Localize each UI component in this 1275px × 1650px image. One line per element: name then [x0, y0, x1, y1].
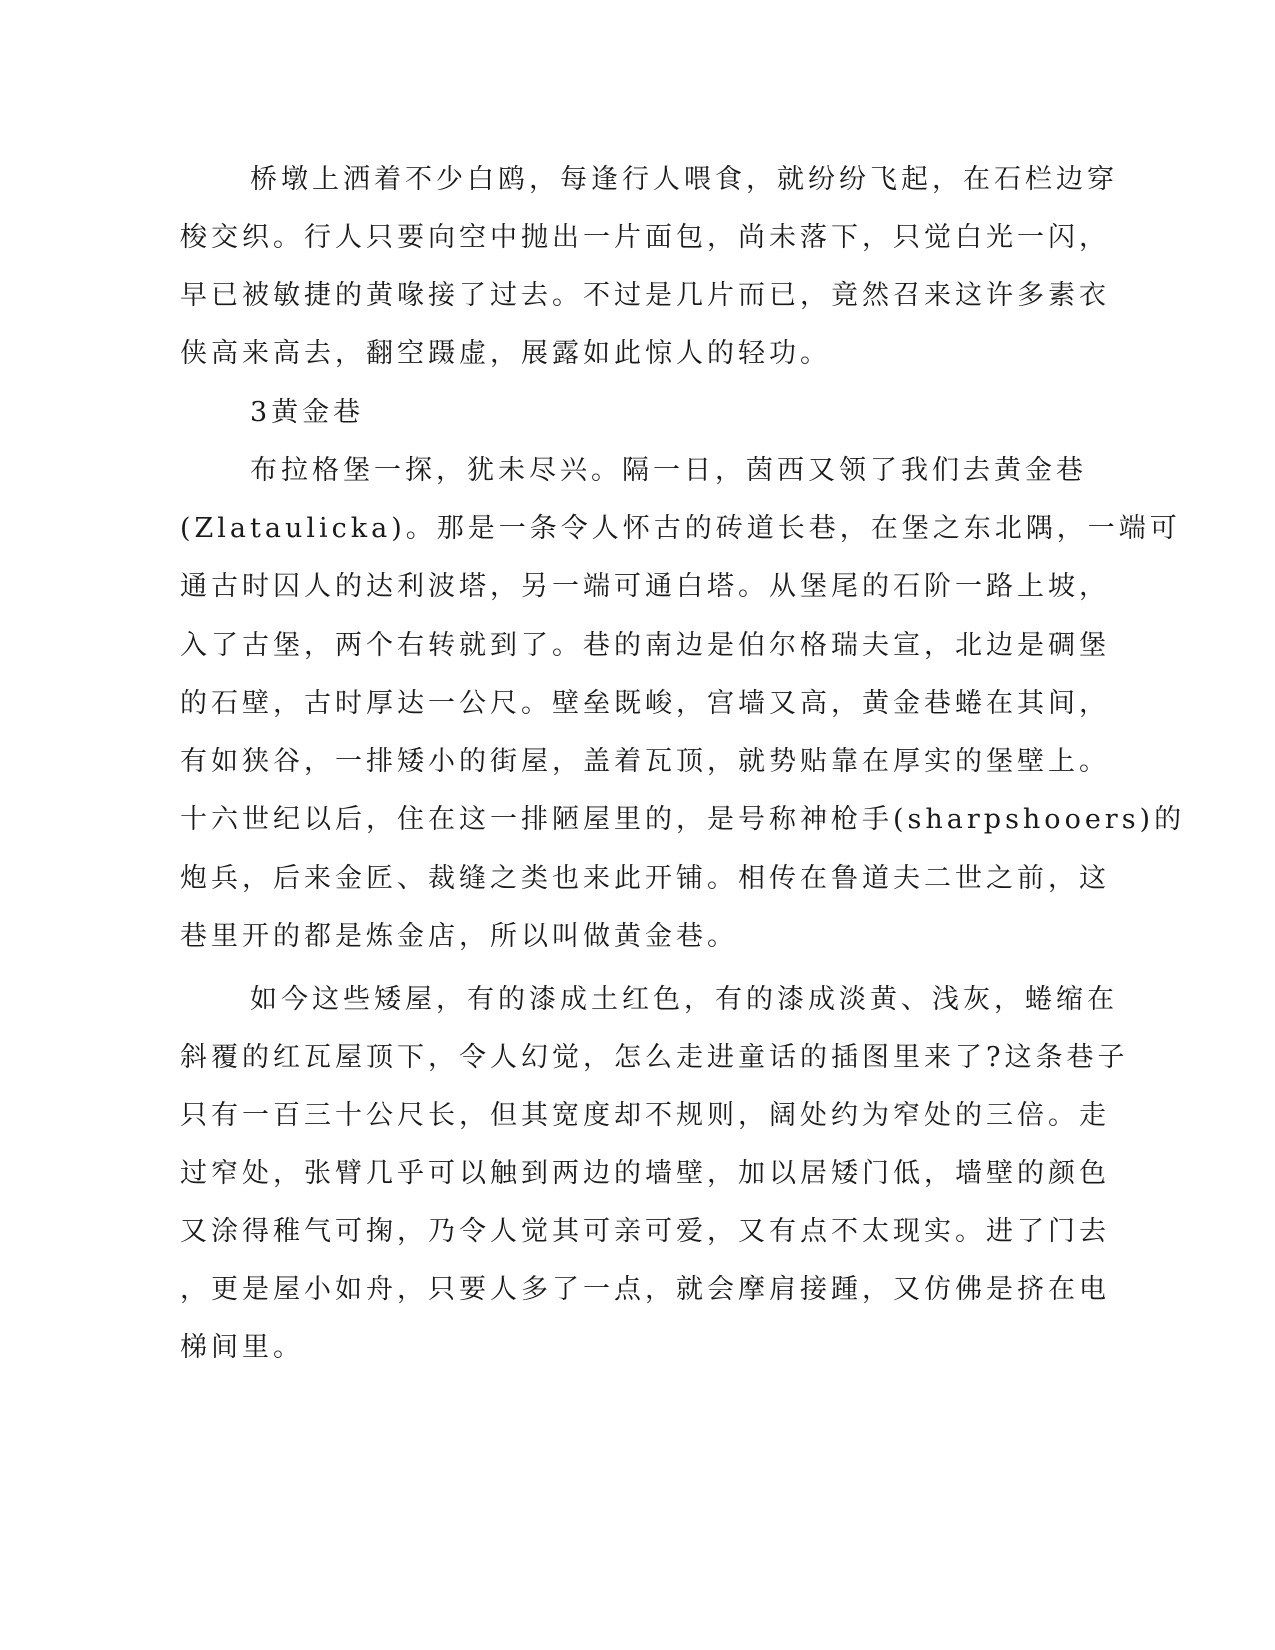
text-line: 早已被敏捷的黄喙接了过去。不过是几片而已，竟然召来这许多素衣 — [180, 280, 1110, 311]
text-line: 侠高来高去，翻空蹑虚，展露如此惊人的轻功。 — [180, 338, 831, 369]
text-line: 巷里开的都是炼金店，所以叫做黄金巷。 — [180, 921, 738, 952]
text-line: 斜覆的红瓦屋顶下，令人幻觉，怎么走进童话的插图里来了?这条巷子 — [180, 1042, 1129, 1073]
text-line: (Zlataulicka)。那是一条令人怀古的砖道长巷，在堡之东北隅，一端可 — [180, 513, 1181, 544]
text-line: ，更是屋小如舟，只要人多了一点，就会摩肩接踵，又仿佛是挤在电 — [180, 1274, 1110, 1305]
text-line: 桥墩上洒着不少白鸥，每逢行人喂食，就纷纷飞起，在石栏边穿 — [250, 164, 1118, 195]
text-line: 只有一百三十公尺长，但其宽度却不规则，阔处约为窄处的三倍。走 — [180, 1100, 1110, 1131]
text-line: 炮兵，后来金匠、裁缝之类也来此开铺。相传在鲁道夫二世之前，这 — [180, 863, 1110, 894]
text-line: 又涂得稚气可掬，乃令人觉其可亲可爱，又有点不太现实。进了门去 — [180, 1216, 1110, 1247]
section-heading: 3黄金巷 — [250, 397, 365, 428]
text-line: 入了古堡，两个右转就到了。巷的南边是伯尔格瑞夫宣，北边是碉堡 — [180, 630, 1110, 661]
text-line: 有如狭谷，一排矮小的街屋，盖着瓦顶，就势贴靠在厚实的堡壁上。 — [180, 746, 1110, 777]
text-line: 十六世纪以后，住在这一排陋屋里的，是号称神枪手(sharpshooers)的 — [180, 804, 1186, 835]
text-line: 通古时囚人的达利波塔，另一端可通白塔。从堡尾的石阶一路上坡， — [180, 571, 1110, 602]
text-line: 布拉格堡一探，犹未尽兴。隔一日，茵西又领了我们去黄金巷 — [250, 455, 1087, 486]
text-line: 如今这些矮屋，有的漆成土红色，有的漆成淡黄、浅灰，蜷缩在 — [250, 984, 1118, 1015]
text-line: 梭交织。行人只要向空中抛出一片面包，尚未落下，只觉白光一闪， — [180, 222, 1110, 253]
text-line: 的石壁，古时厚达一公尺。壁垒既峻，宫墙又高，黄金巷蜷在其间， — [180, 688, 1110, 719]
text-line: 梯间里。 — [180, 1332, 304, 1363]
text-line: 过窄处，张臂几乎可以触到两边的墙壁，加以居矮门低，墙壁的颜色 — [180, 1158, 1110, 1189]
